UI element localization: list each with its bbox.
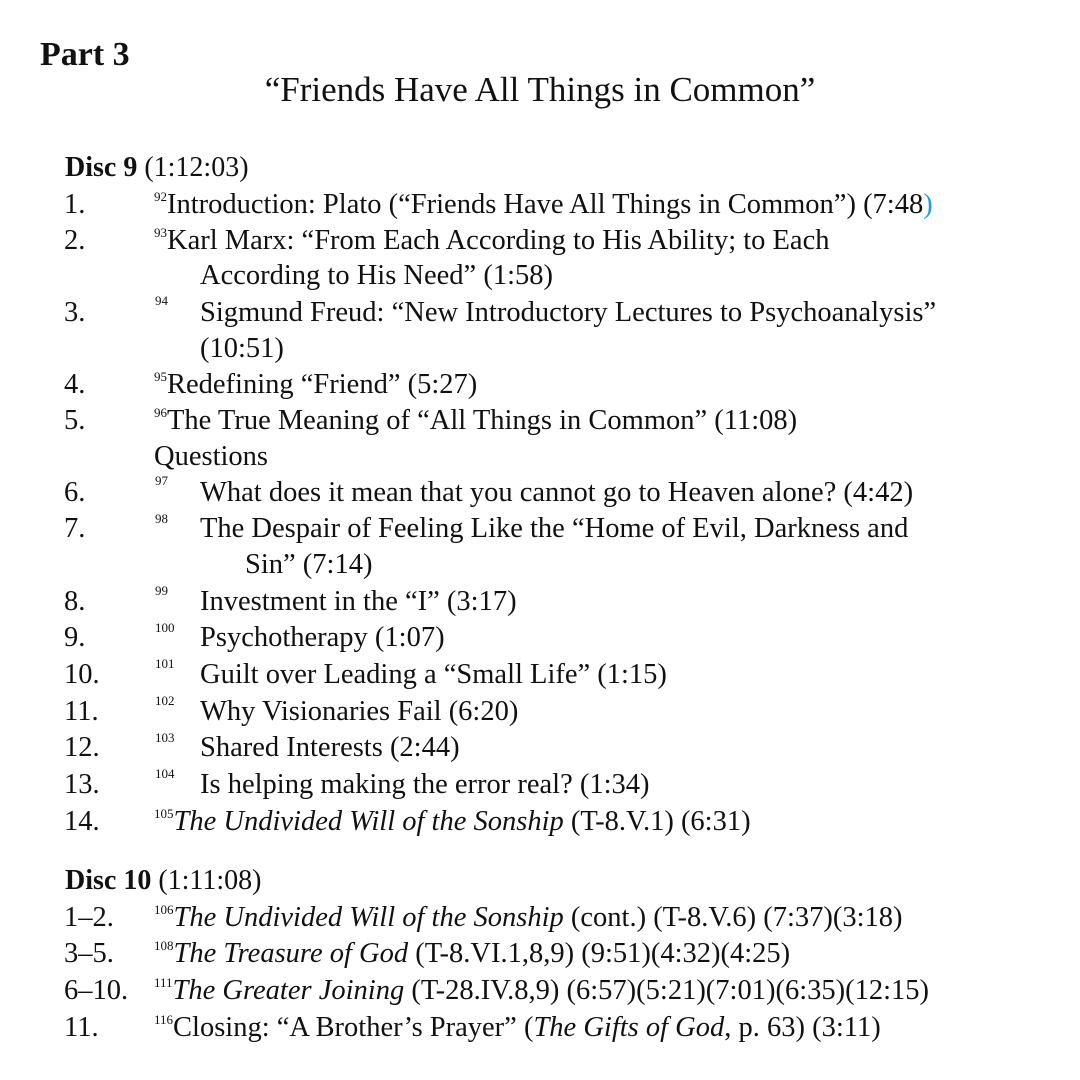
disc10-duration: (1:11:08) [158,865,262,896]
item-title: Guilt over Leading a “Small Life” (1:15) [200,659,667,690]
item-title: Investment in the “I” (3:17) [200,586,517,617]
item-number: 10. [64,659,100,690]
item-title: Sigmund Freud: “New Introductory Lectures to Psychoanalysis” [200,297,937,328]
item-continuation: According to His Need” (1:58) [200,260,553,291]
item-ref: 116 [154,1012,174,1027]
item-ref: 95 [154,369,167,384]
item-italic-title: The Greater Joining [172,975,405,1006]
cyan-paren: ) [923,189,933,220]
item-number: 3. [64,297,86,328]
item-ref: 102 [155,693,175,708]
item-number: 6. [64,477,86,508]
item-ref: 100 [155,620,175,635]
item-title-suffix: , p. 63) (3:11) [724,1012,881,1043]
item-number: 12. [64,732,100,763]
item-ref: 94 [155,293,168,308]
disc10-label: Disc 10 [65,865,152,896]
item-ref: 103 [155,730,175,745]
item-number: 14. [64,806,100,837]
item-italic-title: The Treasure of God [173,938,409,969]
questions-heading: Questions [154,441,268,472]
item-number: 5. [64,405,86,436]
item-title: Shared Interests (2:44) [200,732,460,763]
disc10-heading [65,865,262,897]
item-text [154,1011,881,1049]
item-ref: 105 [154,806,174,821]
item-text [154,805,751,843]
item-ref: 108 [154,938,174,953]
item-ref: 106 [154,902,174,917]
item-text [154,974,929,1012]
item-title: Introduction: Plato (“Friends Have All Things in Common”) (7:48 [167,189,924,220]
disc9-heading [65,152,249,184]
item-title: (T-28.IV.8,9) (6:57)(5:21)(7:01)(6:35)(12:15) [404,975,930,1006]
item-number: 11. [64,696,99,727]
item-number: 1. [64,189,86,220]
item-ref: 101 [155,656,175,671]
item-ref: 98 [155,511,168,526]
item-italic-title: The Undivided Will of the Sonship [173,902,564,933]
item-text [154,901,903,939]
item-title: What does it mean that you cannot go to Heaven alone? (4:42) [200,477,914,508]
item-title: (cont.) (T-8.V.6) (7:37)(3:18) [563,902,903,933]
item-number: 8. [64,586,86,617]
part-label: Part 3 [40,36,130,73]
item-title: Closing: “A Brother’s Prayer” ( [173,1012,534,1043]
item-ref: 96 [154,405,167,420]
item-continuation: Sin” (7:14) [245,549,373,580]
item-title: Why Visionaries Fail (6:20) [200,696,519,727]
item-text [154,188,933,226]
item-ref: 104 [155,766,175,781]
item-italic-title: The Gifts of God [533,1012,725,1043]
item-title: Redefining “Friend” (5:27) [167,369,478,400]
item-title: Is helping making the error real? (1:34) [200,769,650,800]
item-title: (T-8.VI.1,8,9) (9:51)(4:32)(4:25) [408,938,791,969]
item-continuation: (10:51) [200,333,284,364]
item-ref: 97 [155,473,168,488]
item-title: Karl Marx: “From Each According to His Ability; to Each [167,225,830,256]
item-text [154,368,477,406]
item-text [154,404,797,442]
item-number: 2. [64,225,86,256]
item-title: The True Meaning of “All Things in Common” (11:08) [167,405,798,436]
item-number: 9. [64,622,86,653]
item-title: (T-8.V.1) (6:31) [563,806,751,837]
item-text [154,937,790,975]
item-title: Psychotherapy (1:07) [200,622,445,653]
item-text [154,224,830,262]
item-number: 13. [64,769,100,800]
item-ref: 99 [155,583,168,598]
disc9-label: Disc 9 [65,152,138,183]
item-ref: 111 [154,975,173,990]
item-number: 1–2. [64,902,114,933]
item-number: 4. [64,369,86,400]
page-title: “Friends Have All Things in Common” [264,70,816,109]
item-ref: 92 [154,189,167,204]
item-title: The Despair of Feeling Like the “Home of Evil, Darkness and [200,513,909,544]
item-ref: 93 [154,225,167,240]
item-italic-title: The Undivided Will of the Sonship [173,806,564,837]
item-number: 11. [64,1012,99,1043]
item-number: 6–10. [64,975,129,1006]
item-number: 7. [64,513,86,544]
item-number: 3–5. [64,938,114,969]
disc9-duration: (1:12:03) [144,152,249,183]
